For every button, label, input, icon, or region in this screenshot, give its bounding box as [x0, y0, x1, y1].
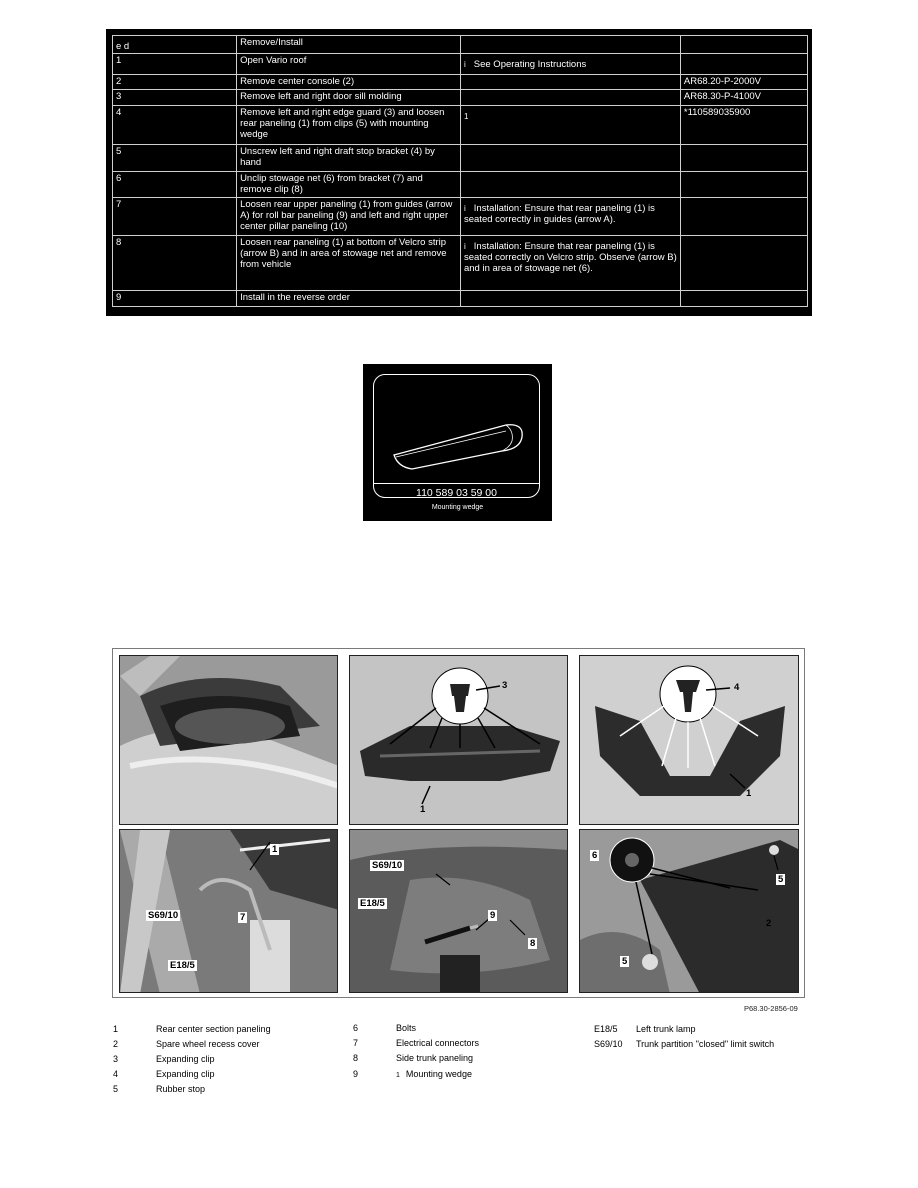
step-action: Install in the reverse order — [237, 291, 461, 307]
callout-label: S69/10 — [372, 860, 403, 871]
spare-wheel-illustration — [580, 830, 799, 993]
step-number: 3 — [113, 90, 237, 106]
info-icon: 1 — [396, 1072, 400, 1079]
step-action: Unscrew left and right draft stop bracket (4) by hand — [237, 145, 461, 172]
tool-caption: Mounting wedge — [431, 504, 484, 511]
table-row — [113, 54, 808, 75]
illustration-figure — [112, 648, 805, 998]
procedure-steps — [112, 35, 808, 307]
callout-label: 9 — [490, 910, 496, 921]
step-reference — [680, 291, 807, 307]
table-row — [113, 75, 808, 90]
step-reference: *110589035900 — [680, 106, 807, 145]
step-note-text: See Operating Instructions — [473, 59, 587, 70]
step-action: Open Vario roof — [237, 54, 461, 75]
step-note — [460, 36, 680, 54]
info-icon: 1 — [463, 112, 469, 121]
step-note — [460, 106, 680, 145]
table-row — [113, 198, 808, 236]
table-row — [113, 36, 808, 54]
step-note — [460, 172, 680, 198]
step-action: Remove/Install — [237, 36, 461, 54]
step-action: Unclip stowage net (6) from bracket (7) and remove clip (8) — [237, 172, 461, 198]
step-note — [460, 236, 680, 291]
step-number: e d — [113, 36, 237, 54]
tool-part-number: 110 589 03 59 00 — [374, 483, 539, 498]
table-row — [113, 236, 808, 291]
callout-label: 2 — [766, 918, 772, 929]
step-note-text: Installation: Ensure that rear paneling (1) is seated correctly on Velcro strip. Observe (arrow B) and in area of stowage net (6). — [463, 241, 677, 274]
step-number: 6 — [113, 172, 237, 198]
step-note — [460, 198, 680, 236]
step-reference — [680, 172, 807, 198]
step-reference — [680, 145, 807, 172]
step-reference: AR68.30-P-4100V — [680, 90, 807, 106]
table-row — [113, 291, 808, 307]
side-trunk-illustration — [350, 830, 568, 993]
callout-label: 1 — [272, 844, 278, 855]
mounting-wedge-icon — [374, 375, 540, 498]
special-tool-card — [363, 364, 552, 521]
step-reference: AR68.20-P-2000V — [680, 75, 807, 90]
table-row — [113, 172, 808, 198]
callout-label: 5 — [622, 956, 628, 967]
trunk-photo-illustration — [120, 656, 338, 825]
callout-label: S69/10 — [148, 910, 179, 921]
rear-paneling-illustration — [350, 656, 568, 825]
callout-label: 5 — [778, 874, 784, 885]
panel-roll-bar-area — [119, 829, 338, 993]
step-note — [460, 54, 680, 75]
step-number: 4 — [113, 106, 237, 145]
step-number: 7 — [113, 198, 237, 236]
callout-label: 1 — [746, 788, 752, 799]
side-paneling-illustration — [580, 656, 799, 825]
panel-spare-wheel-cover — [579, 829, 799, 993]
panel-rear-paneling-clip-4 — [579, 655, 799, 825]
panel-side-trunk-paneling — [349, 829, 568, 993]
step-number: 5 — [113, 145, 237, 172]
step-note-text: Installation: Ensure that rear paneling (1) is seated correctly in guides (arrow A). — [463, 203, 655, 225]
step-number: 2 — [113, 75, 237, 90]
step-reference — [680, 236, 807, 291]
step-action: Loosen rear paneling (1) at bottom of Velcro strip (arrow B) and in area of stowage net and remove from vehicle — [237, 236, 461, 291]
step-note — [460, 75, 680, 90]
step-action: Remove left and right door sill molding — [237, 90, 461, 106]
step-note — [460, 90, 680, 106]
step-note — [460, 145, 680, 172]
step-reference — [680, 198, 807, 236]
panel-trunk-overview — [119, 655, 338, 825]
step-reference — [680, 54, 807, 75]
callout-label: 8 — [530, 938, 536, 949]
panel-rear-paneling-clip-3 — [349, 655, 568, 825]
callout-label: E18/5 — [360, 898, 385, 909]
table-row — [113, 145, 808, 172]
callout-label: 4 — [734, 682, 740, 693]
step-action: Remove center console (2) — [237, 75, 461, 90]
step-action: Remove left and right edge guard (3) and loosen rear paneling (1) from clips (5) with mounting wedge — [237, 106, 461, 145]
table-row — [113, 106, 808, 145]
callout-label: 1 — [420, 804, 426, 815]
tool-frame — [373, 374, 540, 498]
step-number: 9 — [113, 291, 237, 307]
step-number: 1 — [113, 54, 237, 75]
callout-label: E18/5 — [170, 960, 195, 971]
callout-label: 3 — [502, 680, 508, 691]
callout-label: 7 — [240, 912, 246, 923]
step-note — [460, 291, 680, 307]
info-icon: i — [463, 60, 466, 69]
procedure-table — [106, 29, 812, 316]
step-action: Loosen rear upper paneling (1) from guides (arrow A) for roll bar paneling (9) and left and right upper center pillar paneling (10) — [237, 198, 461, 236]
callout-label: 6 — [592, 850, 598, 861]
step-number: 8 — [113, 236, 237, 291]
info-icon: i — [463, 242, 466, 251]
step-reference — [680, 36, 807, 54]
info-icon: i — [463, 204, 466, 213]
figure-id: P68.30-2856-09 — [744, 1004, 798, 1013]
table-row — [113, 90, 808, 106]
